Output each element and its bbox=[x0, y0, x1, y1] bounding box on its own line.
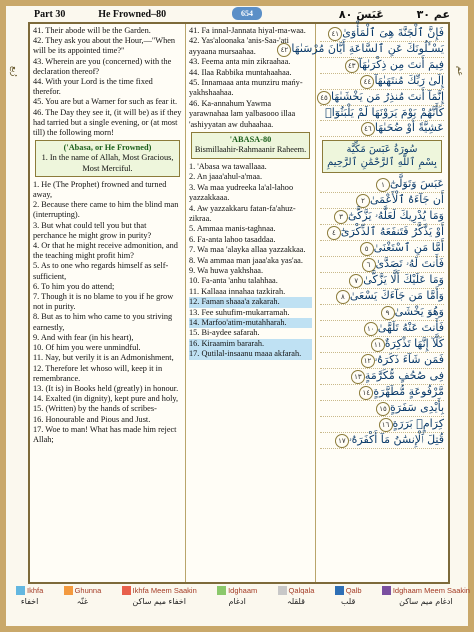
verse-number-marker: ١٧ bbox=[335, 434, 349, 448]
legend-swatch bbox=[64, 586, 73, 595]
english-verse: 14. Exalted (in dignity), kept pure and holy, bbox=[33, 394, 179, 404]
english-verse: 9. And with fear (in his heart), bbox=[33, 332, 134, 342]
arabic-top-verses bbox=[280, 26, 444, 137]
arabic-verse-line bbox=[320, 177, 444, 193]
arabic-verse-text: فِى صُحُفٍ مُّكَرَّمَةٍ bbox=[364, 368, 444, 382]
legend-label: Idghaam bbox=[228, 586, 258, 595]
arabic-verse-line bbox=[320, 289, 444, 305]
english-verse: 44. With your Lord is the time fixed therefor. bbox=[33, 77, 153, 97]
legend-item bbox=[217, 586, 257, 626]
arabic-verse-text: قُتِلَ ٱلْإِنسَٰنُ مَآ أَكْفَرَهُۥ bbox=[348, 432, 444, 446]
verse-number-marker: ٤٥ bbox=[317, 91, 331, 105]
translit-verse: 6. Fa-anta lahoo tasaddaa. bbox=[189, 234, 276, 244]
arabic-surah-title: سُورَةُ عَبَسَ مَكِّيَّة bbox=[346, 143, 418, 155]
arabic-verse-text: وَمَا عَلَيْكَ أَلَّا يَزَّكَّىٰ bbox=[363, 272, 444, 286]
translit-verse: 44. Ilaa Rabbika muntahaahaa. bbox=[189, 67, 292, 77]
english-verse: 17. Woe to man! What has made him reject Allah; bbox=[33, 424, 177, 444]
verse-number-marker: ٤٤ bbox=[360, 75, 374, 89]
translit-surah-heading bbox=[191, 132, 310, 159]
english-basmala: 1. In the name of Allah, Most Gracious, Most Merciful. bbox=[41, 153, 174, 173]
translit-verse: 14. Marfoo'atim-mutahharah. bbox=[189, 318, 312, 328]
legend-label: Idghaam Meem Saakin bbox=[392, 586, 470, 595]
arabic-verse-line bbox=[320, 353, 444, 369]
verse-number-marker: ١٤ bbox=[359, 386, 373, 400]
legend-arabic-label: ادغام bbox=[228, 597, 246, 606]
translit-verse: 15. Bi-aydee safarah. bbox=[189, 328, 260, 338]
translit-basmala: Bismillaahir-Rahmaanir Raheem. bbox=[194, 145, 307, 155]
english-verses bbox=[33, 180, 182, 445]
translit-verse: 1. 'Abasa wa tawallaaa. bbox=[189, 161, 267, 171]
english-translation-column bbox=[30, 24, 186, 582]
arabic-verse-text: فَمَن شَآءَ ذَكَرَهُۥ bbox=[374, 352, 444, 366]
arabic-verse-text: عَبَسَ وَتَوَلَّىٰٓ bbox=[390, 176, 444, 190]
translit-verse: 2. An jaaa'ahul-a'maa. bbox=[189, 172, 263, 182]
arabic-verse-line bbox=[320, 433, 444, 449]
translit-verse: 11. Kallaaa innahaa tazkirah. bbox=[189, 286, 286, 296]
arabic-verse-text: مَّرْفُوعَةٍ مُّطَهَّرَةٍ bbox=[373, 384, 444, 398]
legend-item bbox=[382, 586, 470, 626]
translit-verse: 41. Fa innal-Jannata hiyal-ma-waa. bbox=[189, 26, 306, 35]
translit-verse: 46. Ka-annahum Yawma yarawnahaa lam yalbasooo illaa 'ashiyyatan aw duhaahaa. bbox=[189, 98, 296, 129]
arabic-verse-text: إِلَىٰ رَبِّكَ مُنتَهَىٰهَآ bbox=[374, 74, 444, 87]
arabic-verse-line bbox=[320, 193, 444, 209]
legend-item bbox=[64, 586, 102, 626]
translit-verse: 45. Innamaaa anta munziru mańy-yakhshaahaa. bbox=[189, 78, 303, 98]
arabic-verse-text: أَوْ يَذَّكَّرُ فَتَنفَعَهُ ٱلذِّكْرَىٰٓ bbox=[340, 224, 444, 238]
arabic-verse-text: وَهُوَ يَخْشَىٰ bbox=[394, 304, 444, 318]
english-verse: 46. The Day they see it, (it will be) as if they had tarried but a single evening, or (at most till) the following morn! bbox=[33, 107, 182, 138]
english-surah-heading bbox=[35, 140, 180, 177]
page-number-badge: 654 bbox=[232, 7, 262, 20]
translit-verse: 43. Feema anta min zikraahaa. bbox=[189, 57, 291, 67]
legend-label: Qalb bbox=[345, 586, 362, 595]
content-frame bbox=[28, 22, 450, 584]
legend-arabic-label: اخفاء میم ساکن bbox=[132, 597, 186, 606]
verse-number-marker: ١ bbox=[376, 178, 390, 192]
english-verse: 16. Honourable and Pious and Just. bbox=[33, 414, 151, 424]
translit-verse: 5. Ammaa manis-taghnaa. bbox=[189, 224, 276, 234]
legend-item bbox=[278, 586, 315, 626]
verse-number-marker: ٣ bbox=[334, 210, 348, 224]
page-header bbox=[6, 6, 468, 22]
arabic-verse-line bbox=[320, 273, 444, 289]
arabic-verse-line bbox=[320, 321, 444, 337]
arabic-verse-line bbox=[320, 106, 444, 121]
arabic-verse-text: فِيمَ أَنتَ مِن ذِكْرَىٰهَآ bbox=[358, 58, 444, 71]
left-margin-note: رُبع bbox=[10, 66, 19, 77]
arabic-text-column bbox=[280, 24, 448, 582]
legend-swatch bbox=[122, 586, 131, 595]
verse-number-marker: ٤٣ bbox=[345, 59, 359, 73]
arabic-verse-text: وَأَمَّا مَن جَآءَكَ يَسْعَىٰ bbox=[349, 288, 444, 302]
arabic-verse-text: كِرَامٍۭ بَرَرَةٍ bbox=[392, 416, 444, 430]
english-verse: 15. (Written) by the hands of scribes- bbox=[33, 404, 157, 414]
legend-item bbox=[16, 586, 43, 626]
legend-arabic-label: قلقلہ bbox=[287, 597, 305, 606]
verse-number-marker: ٤٢ bbox=[277, 43, 291, 57]
translit-verse: 12. Faman shaaa'a zakarah. bbox=[189, 297, 312, 307]
arabic-verse-text: كَأَنَّهُمْ يَوْمَ يَرَوْنَهَا لَمْ يَلْبَثُوٓا۟ bbox=[325, 106, 444, 119]
translit-verse: 9. Wa huwa yakhshaa. bbox=[189, 265, 264, 275]
arabic-verse-text: إِنَّمَآ أَنتَ مُنذِرُ مَن يَخْشَىٰهَا bbox=[330, 90, 444, 103]
verse-number-marker: ٢ bbox=[356, 194, 370, 208]
translit-verses bbox=[189, 162, 312, 360]
english-verse: 11. Nay, but verily it is an Admonishment, bbox=[33, 353, 174, 363]
verse-number-marker: ١٣ bbox=[351, 370, 365, 384]
arabic-verse-line bbox=[320, 401, 444, 417]
english-verse: 41. Their abode will be the Garden. bbox=[33, 26, 151, 35]
verse-number-marker: ٤ bbox=[327, 226, 341, 240]
verse-number-marker: ٨ bbox=[336, 290, 350, 304]
arabic-verse-line bbox=[320, 337, 444, 353]
arabic-verse-line bbox=[320, 369, 444, 385]
arabic-verse-text: فَأَنتَ عَنْهُ تَلَهَّىٰ bbox=[377, 320, 444, 334]
verse-number-marker: ٤٦ bbox=[361, 122, 375, 136]
english-surah-title: ('Abasa, or He Frowned) bbox=[63, 143, 152, 153]
translit-verse: 17. Qutilal-insaanu maaa akfarah. bbox=[189, 349, 312, 359]
arabic-verse-line bbox=[320, 385, 444, 401]
verse-number-marker: ٤١ bbox=[328, 27, 342, 41]
verse-number-marker: ٦ bbox=[362, 258, 376, 272]
arabic-verse-text: كَلَّآ إِنَّهَا تَذْكِرَةٌ bbox=[384, 336, 444, 350]
right-margin-note: عم bbox=[456, 66, 465, 77]
translit-verse: 10. Fa-anta 'anhu talahhaa. bbox=[189, 276, 278, 286]
arabic-surah-heading bbox=[322, 140, 442, 173]
verse-number-marker: ١٥ bbox=[376, 402, 390, 416]
english-verse: 12. Therefore let whoso will, keep it in remembrance. bbox=[33, 363, 163, 383]
tajweed-legend bbox=[12, 586, 474, 626]
arabic-verse-line bbox=[320, 257, 444, 273]
arabic-verse-line bbox=[320, 209, 444, 225]
translit-surah-title: 'ABASA-80 bbox=[229, 135, 272, 145]
arabic-verse-text: أَمَّا مَنِ ٱسْتَغْنَىٰ bbox=[373, 240, 444, 254]
english-verse: 43. Wherein are you (concerned) with the declaration thereof? bbox=[33, 56, 172, 76]
legend-arabic-label: غنّہ bbox=[76, 597, 89, 606]
translit-verse: 7. Wa maa 'alayka allaa yazzakkaa. bbox=[189, 245, 306, 255]
translit-verse: 8. Wa ammaa man jaaa'aka yas'aa. bbox=[189, 255, 303, 265]
english-verse: 42. They ask you about the Hour,—"When will be its appointed time?" bbox=[33, 36, 176, 56]
translit-verse: 42. Yas'aloonaka 'anis-Saa-'ati ayyaana mursaahaa. bbox=[189, 36, 289, 56]
legend-item bbox=[335, 586, 362, 626]
surah-title-label: He Frowned–80 bbox=[98, 8, 167, 20]
english-verse: 4. Or that he might receive admonition, and the teaching might profit him? bbox=[33, 241, 178, 261]
legend-label: Qalqala bbox=[288, 586, 315, 595]
arabic-verse-text: فَأَنتَ لَهُۥ تَصَدَّىٰ bbox=[375, 256, 444, 270]
arabic-verse-text: بِأَيْدِى سَفَرَةٍ bbox=[390, 400, 444, 414]
arabic-verse-text: فَإِنَّ ٱلْجَنَّةَ هِىَ ٱلْمَأْوَىٰ bbox=[342, 26, 444, 39]
legend-arabic-label: اخفاء bbox=[20, 597, 39, 606]
legend-arabic-label: قلب bbox=[340, 597, 356, 606]
verse-number-marker: ١٦ bbox=[379, 418, 393, 432]
translit-verse: 16. Kiraamim bararah. bbox=[189, 339, 312, 349]
verse-number-marker: ١٠ bbox=[364, 322, 378, 336]
legend-label: Ghunna bbox=[74, 586, 102, 595]
verse-number-marker: ١٢ bbox=[361, 354, 375, 368]
arabic-verse-line bbox=[280, 42, 444, 58]
legend-swatch bbox=[16, 586, 25, 595]
english-verse: 10. Of him you were unmindful. bbox=[33, 343, 141, 353]
legend-swatch bbox=[382, 586, 391, 595]
arabic-verse-line bbox=[320, 417, 444, 433]
arabic-verse-text: وَمَا يُدْرِيكَ لَعَلَّهُۥ يَزَّكَّىٰٓ bbox=[347, 208, 444, 222]
english-verse: 6. To him you do attend; bbox=[33, 281, 115, 291]
english-verse: 1. He (The Prophet) frowned and turned away, bbox=[33, 179, 167, 200]
arabic-verses bbox=[320, 177, 444, 449]
verse-number-marker: ٧ bbox=[349, 274, 363, 288]
arabic-part-header: عم ٣٠ bbox=[416, 7, 450, 21]
arabic-verse-line bbox=[320, 241, 444, 257]
arabic-verse-text: يَسْـَٔلُونَكَ عَنِ ٱلسَّاعَةِ أَيَّانَ مُرْسَىٰهَا bbox=[291, 42, 444, 55]
translit-verse: 3. Wa maa yudreeka la'al-lahoo yazzakkaaa. bbox=[189, 182, 294, 203]
arabic-surah-header: عَبَسَ ٨٠ bbox=[338, 7, 384, 21]
english-verse: 3. But what could tell you but that perchance he might grow in purity? bbox=[33, 220, 152, 240]
arabic-verse-line bbox=[320, 26, 444, 42]
english-verse: 8. But as to him who came to you striving earnestly, bbox=[33, 312, 173, 332]
english-verse: 2. Because there came to him the blind man (interrupting). bbox=[33, 200, 179, 220]
legend-swatch bbox=[335, 586, 344, 595]
arabic-verse-line bbox=[320, 225, 444, 241]
translit-verse: 13. Fee suhufim-mukarramah. bbox=[189, 307, 290, 317]
arabic-basmala: بِسْمِ ٱللَّهِ ٱلرَّحْمَٰنِ ٱلرَّحِيمِ bbox=[327, 157, 437, 169]
english-verse: 5. As to one who regards himself as self-sufficient, bbox=[33, 261, 169, 281]
legend-item bbox=[122, 586, 197, 626]
translit-verse: 4. Aw yazzakkaru fatan-fa'ahuz-zikraa. bbox=[189, 203, 296, 223]
legend-arabic-label: ادغام میم ساکن bbox=[399, 597, 453, 606]
legend-swatch bbox=[217, 586, 226, 595]
english-verse: 13. (It is) in Books held (greatly) in honour. bbox=[33, 383, 179, 393]
legend-label: Ikhfa Meem Saakin bbox=[132, 586, 197, 595]
arabic-verse-text: أَن جَآءَهُ ٱلْأَعْمَىٰ bbox=[369, 192, 444, 206]
legend-label: Ikhfa bbox=[27, 586, 44, 595]
transliteration-column bbox=[186, 24, 316, 582]
arabic-verse-line bbox=[320, 90, 444, 106]
arabic-verse-line bbox=[320, 58, 444, 74]
english-top-verses bbox=[33, 26, 182, 138]
verse-number-marker: ٥ bbox=[360, 242, 374, 256]
verse-number-marker: ٩ bbox=[381, 306, 395, 320]
arabic-verse-line bbox=[320, 305, 444, 321]
arabic-verse-line bbox=[320, 121, 444, 137]
legend-swatch bbox=[278, 586, 287, 595]
english-verse: 7. Though it is no blame to you if he grow not in purity. bbox=[33, 292, 174, 312]
arabic-verse-line bbox=[320, 74, 444, 90]
verse-number-marker: ١١ bbox=[371, 338, 385, 352]
english-verse: 45. You are but a Warner for such as fear it. bbox=[33, 97, 178, 107]
part-label: Part 30 bbox=[34, 8, 66, 20]
arabic-verse-text: عَشِيَّةً أَوْ ضُحَىٰهَا bbox=[374, 120, 444, 134]
